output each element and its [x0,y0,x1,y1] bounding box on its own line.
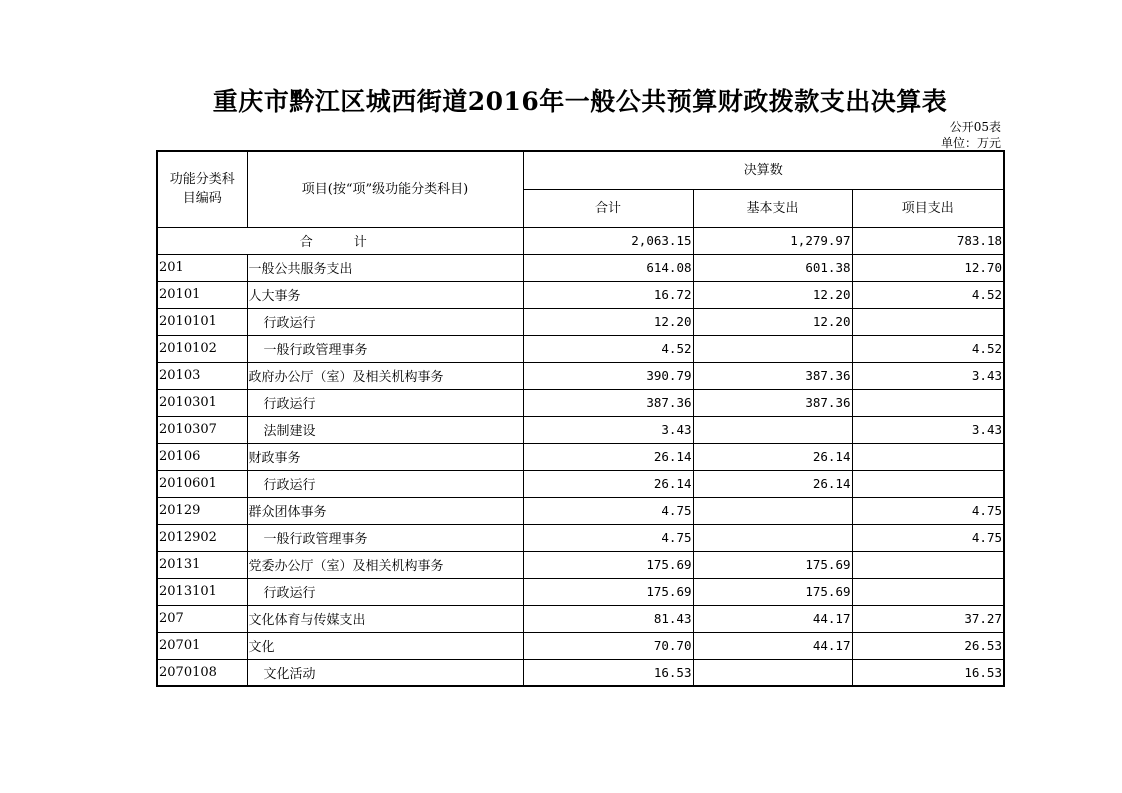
row-name: 文化活动 [247,659,523,686]
table-row [157,551,1004,578]
table-row [157,308,1004,335]
row-basic: 175.69 [693,578,852,605]
row-total: 16.53 [523,659,693,686]
total-row [157,227,1004,254]
row-basic: 44.17 [693,605,852,632]
table-row [157,605,1004,632]
table-row [157,416,1004,443]
table-row [157,578,1004,605]
row-total: 175.69 [523,551,693,578]
row-name: 财政事务 [247,443,523,470]
row-code: 20103 [157,362,247,389]
row-code: 2010307 [157,416,247,443]
table-row [157,524,1004,551]
table-row [157,281,1004,308]
form-number: 公开05表 [949,120,1001,134]
row-name: 一般行政管理事务 [247,335,523,362]
row-total: 12.20 [523,308,693,335]
row-total: 16.72 [523,281,693,308]
total-project: 783.18 [852,227,1004,254]
header-item: 项目(按“项”级功能分类科目) [247,151,523,227]
table-row [157,470,1004,497]
row-code: 2010601 [157,470,247,497]
table-row [157,443,1004,470]
row-code: 20101 [157,281,247,308]
page-title: 重庆市黔江区城西街道2016年一般公共预算财政拨款支出决算表 [212,87,948,116]
row-project [852,470,1004,497]
table-row [157,497,1004,524]
row-project: 4.52 [852,281,1004,308]
row-code: 2010101 [157,308,247,335]
row-basic: 12.20 [693,308,852,335]
row-name: 行政运行 [247,308,523,335]
budget-table [156,150,1005,687]
row-project: 3.43 [852,416,1004,443]
row-code: 20129 [157,497,247,524]
row-code: 2012902 [157,524,247,551]
row-total: 4.75 [523,497,693,524]
row-total: 4.75 [523,524,693,551]
row-project [852,551,1004,578]
row-basic: 12.20 [693,281,852,308]
row-project: 26.53 [852,632,1004,659]
row-project: 4.52 [852,335,1004,362]
row-name: 人大事务 [247,281,523,308]
table-row [157,389,1004,416]
row-basic: 26.14 [693,443,852,470]
row-name: 行政运行 [247,470,523,497]
header-basic: 基本支出 [693,189,852,227]
row-basic: 387.36 [693,362,852,389]
row-total: 387.36 [523,389,693,416]
row-total: 3.43 [523,416,693,443]
row-project: 12.70 [852,254,1004,281]
row-name: 群众团体事务 [247,497,523,524]
row-code: 2010301 [157,389,247,416]
row-name: 行政运行 [247,389,523,416]
row-project [852,389,1004,416]
row-code: 201 [157,254,247,281]
row-name: 文化体育与传媒支出 [247,605,523,632]
row-basic: 44.17 [693,632,852,659]
table-row [157,632,1004,659]
table-row [157,254,1004,281]
row-total: 4.52 [523,335,693,362]
row-basic: 26.14 [693,470,852,497]
row-name: 法制建设 [247,416,523,443]
row-code: 20131 [157,551,247,578]
row-basic: 387.36 [693,389,852,416]
row-name: 行政运行 [247,578,523,605]
row-name: 一般行政管理事务 [247,524,523,551]
row-project: 4.75 [852,497,1004,524]
header-project: 项目支出 [852,189,1004,227]
table-row [157,362,1004,389]
row-code: 20701 [157,632,247,659]
row-project: 16.53 [852,659,1004,686]
total-basic: 1,279.97 [693,227,852,254]
row-name: 文化 [247,632,523,659]
row-total: 26.14 [523,443,693,470]
row-project [852,578,1004,605]
row-project [852,308,1004,335]
row-project [852,443,1004,470]
header-total: 合计 [523,189,693,227]
header-amount-group: 决算数 [523,151,1004,189]
header-code [157,151,247,227]
row-name: 一般公共服务支出 [247,254,523,281]
row-name: 政府办公厅（室）及相关机构事务 [247,362,523,389]
row-total: 70.70 [523,632,693,659]
row-code: 2070108 [157,659,247,686]
row-code: 2013101 [157,578,247,605]
row-total: 614.08 [523,254,693,281]
row-project: 4.75 [852,524,1004,551]
table-body [157,227,1004,686]
row-total: 81.43 [523,605,693,632]
row-basic: 601.38 [693,254,852,281]
row-total: 390.79 [523,362,693,389]
row-basic [693,335,852,362]
total-amount: 2,063.15 [523,227,693,254]
row-project: 37.27 [852,605,1004,632]
row-project: 3.43 [852,362,1004,389]
table-row [157,659,1004,686]
header-code-label: 功能分类科目编码 [169,172,235,207]
row-basic [693,524,852,551]
row-code: 2010102 [157,335,247,362]
row-total: 175.69 [523,578,693,605]
row-code: 207 [157,605,247,632]
row-basic [693,497,852,524]
table-row [157,335,1004,362]
row-basic [693,416,852,443]
row-code: 20106 [157,443,247,470]
total-label: 合 计 [157,227,523,254]
row-basic: 175.69 [693,551,852,578]
row-name: 党委办公厅（室）及相关机构事务 [247,551,523,578]
row-basic [693,659,852,686]
row-total: 26.14 [523,470,693,497]
unit-label: 单位：万元 [940,136,1001,150]
